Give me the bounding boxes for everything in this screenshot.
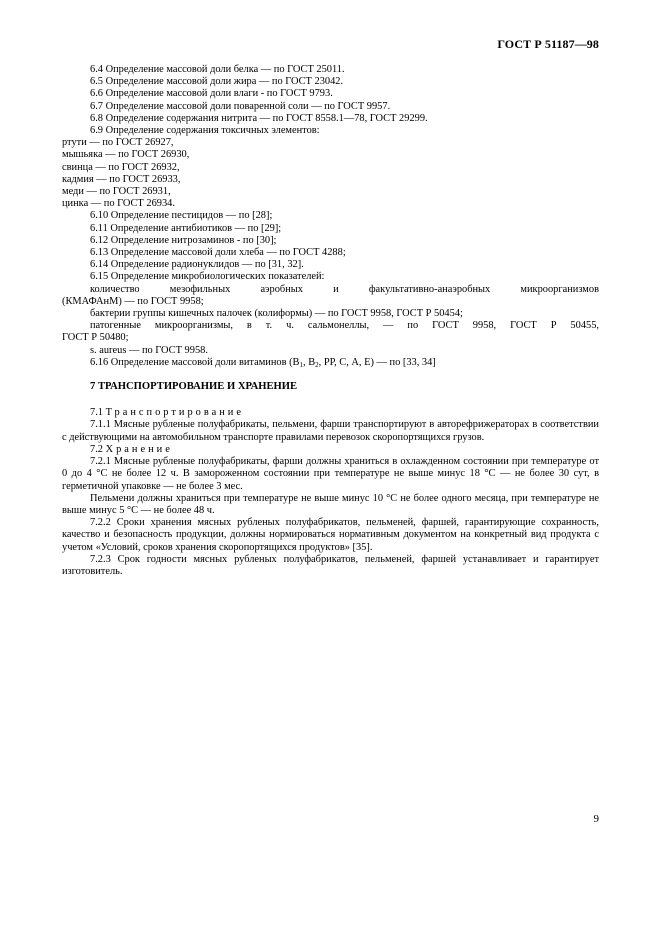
subsection-7-1-number: 7.1 [90,407,103,419]
toxic-item: меди — по ГОСТ 26931, [62,186,171,198]
list-item: 6.4 Определение массовой доли белка — по ГОСТ 25011. [90,64,345,75]
vitamins-item [62,357,599,369]
vitamins-sub-2: 2 [315,360,319,369]
list-item: 6.8 Определение содержания нитрита — по ГОСТ 8558.1—78, ГОСТ 29299. [90,112,428,124]
subsection-7-2-heading: Хранение [105,443,173,455]
list-item: 6.10 Определение пестицидов — по [28]; [90,210,273,222]
micro-kmafanm-line2: (КМАФАнМ) — по ГОСТ 9958; [62,295,204,307]
toxic-item: мышьяка — по ГОСТ 26930, [62,149,190,161]
micro-kmafanm-line1: количество мезофильных аэробных и факультативно-анаэробных микроорганизмов [90,283,599,295]
standard-code-header: ГОСТ Р 51187—98 [497,37,599,51]
list-item: 6.7 Определение массовой доли поваренной соли — по ГОСТ 9957. [90,100,391,112]
vitamins-suffix: , РР, С, А, Е) — по [33, 34] [318,356,436,368]
list-item: 6.6 Определение массовой доли влаги - по ГОСТ 9793. [90,88,333,100]
list-item: 6.9 Определение содержания токсичных элементов: [90,125,320,137]
vitamins-mid: , В [303,356,316,368]
subsection-7-1-title [62,407,599,419]
paragraph-7-2-2: 7.2.2 Сроки хранения мясных рубленых полуфабрикатов, пельменей, фаршей, гарантирующие сохранность, качество и безопасность продукции, должны нормироваться нормативным документом на конкретный вид продукта с учетом «Условий, сроков хранения скоропортящихся продуктов» [35]. [62,517,599,553]
list-item: 6.15 Определение микробиологических показателей: [90,271,325,283]
toxic-item: кадмия — по ГОСТ 26933, [62,173,181,185]
list-item: 6.11 Определение антибиотиков — по [29]; [90,222,282,234]
vitamins-prefix: 6.16 Определение массовой доли витаминов (В [90,356,300,368]
paragraph-7-1-1: 7.1.1 Мясные рубленые полуфабрикаты, пельмени, фарши транспортируют в авторефрижераторах в соответствии с действующими на автомобильном транспорте правилами перевозок скоропортящихся грузов. [62,419,599,443]
micro-bgkp: бактерии группы кишечных палочек (колиформы) — по ГОСТ 9958, ГОСТ Р 50454; [90,308,463,320]
list-item: 6.14 Определение радионуклидов — по [31, 32]. [90,259,304,271]
vitamins-sub-1: 1 [299,360,303,369]
toxic-item: свинца — по ГОСТ 26932, [62,161,180,173]
subsection-7-2-title [62,444,599,456]
paragraph-7-2-3: 7.2.3 Срок годности мясных рубленых полуфабрикатов, пельменей, фаршей устанавливает и гарантирует изготовитель. [62,553,599,577]
paragraph-7-2-1: 7.2.1 Мясные рубленые полуфабрикаты, фарши должны храниться в охлажденном состоянии при температуре от 0 до 4 °С не более 12 ч. В замороженном состоянии при температуре не выше минус 18 °С — не более 30 сут, в герметичной упаковке — не более 3 мес. [62,456,599,492]
list-item: 6.13 Определение массовой доли хлеба — по ГОСТ 4288; [90,247,346,259]
micro-saureus: s. aureus — по ГОСТ 9958. [90,344,208,356]
micro-pathogen-line1: патогенные микроорганизмы, в т. ч. сальмонеллы, — по ГОСТ 9958, ГОСТ Р 50455, [90,320,599,332]
toxic-item: ртути — по ГОСТ 26927, [62,137,174,149]
section-7-title: 7 ТРАНСПОРТИРОВАНИЕ И ХРАНЕНИЕ [90,381,298,393]
page-number: 9 [593,813,599,825]
document-body [62,64,599,578]
list-item: 6.5 Определение массовой доли жира — по ГОСТ 23042. [90,76,344,88]
subsection-7-2-number: 7.2 [90,443,103,455]
list-item: 6.12 Определение нитрозаминов - по [30]; [90,234,277,246]
paragraph-7-2-1b: Пельмени должны храниться при температуре не выше минус 10 °С не более одного месяца, при температуре не выше минус 5 °С — не более 48 ч. [62,492,599,516]
micro-pathogen-line2: ГОСТ Р 50480; [62,332,129,344]
subsection-7-1-heading: Транспортирование [105,407,244,419]
toxic-item: цинка — по ГОСТ 26934. [62,198,175,210]
